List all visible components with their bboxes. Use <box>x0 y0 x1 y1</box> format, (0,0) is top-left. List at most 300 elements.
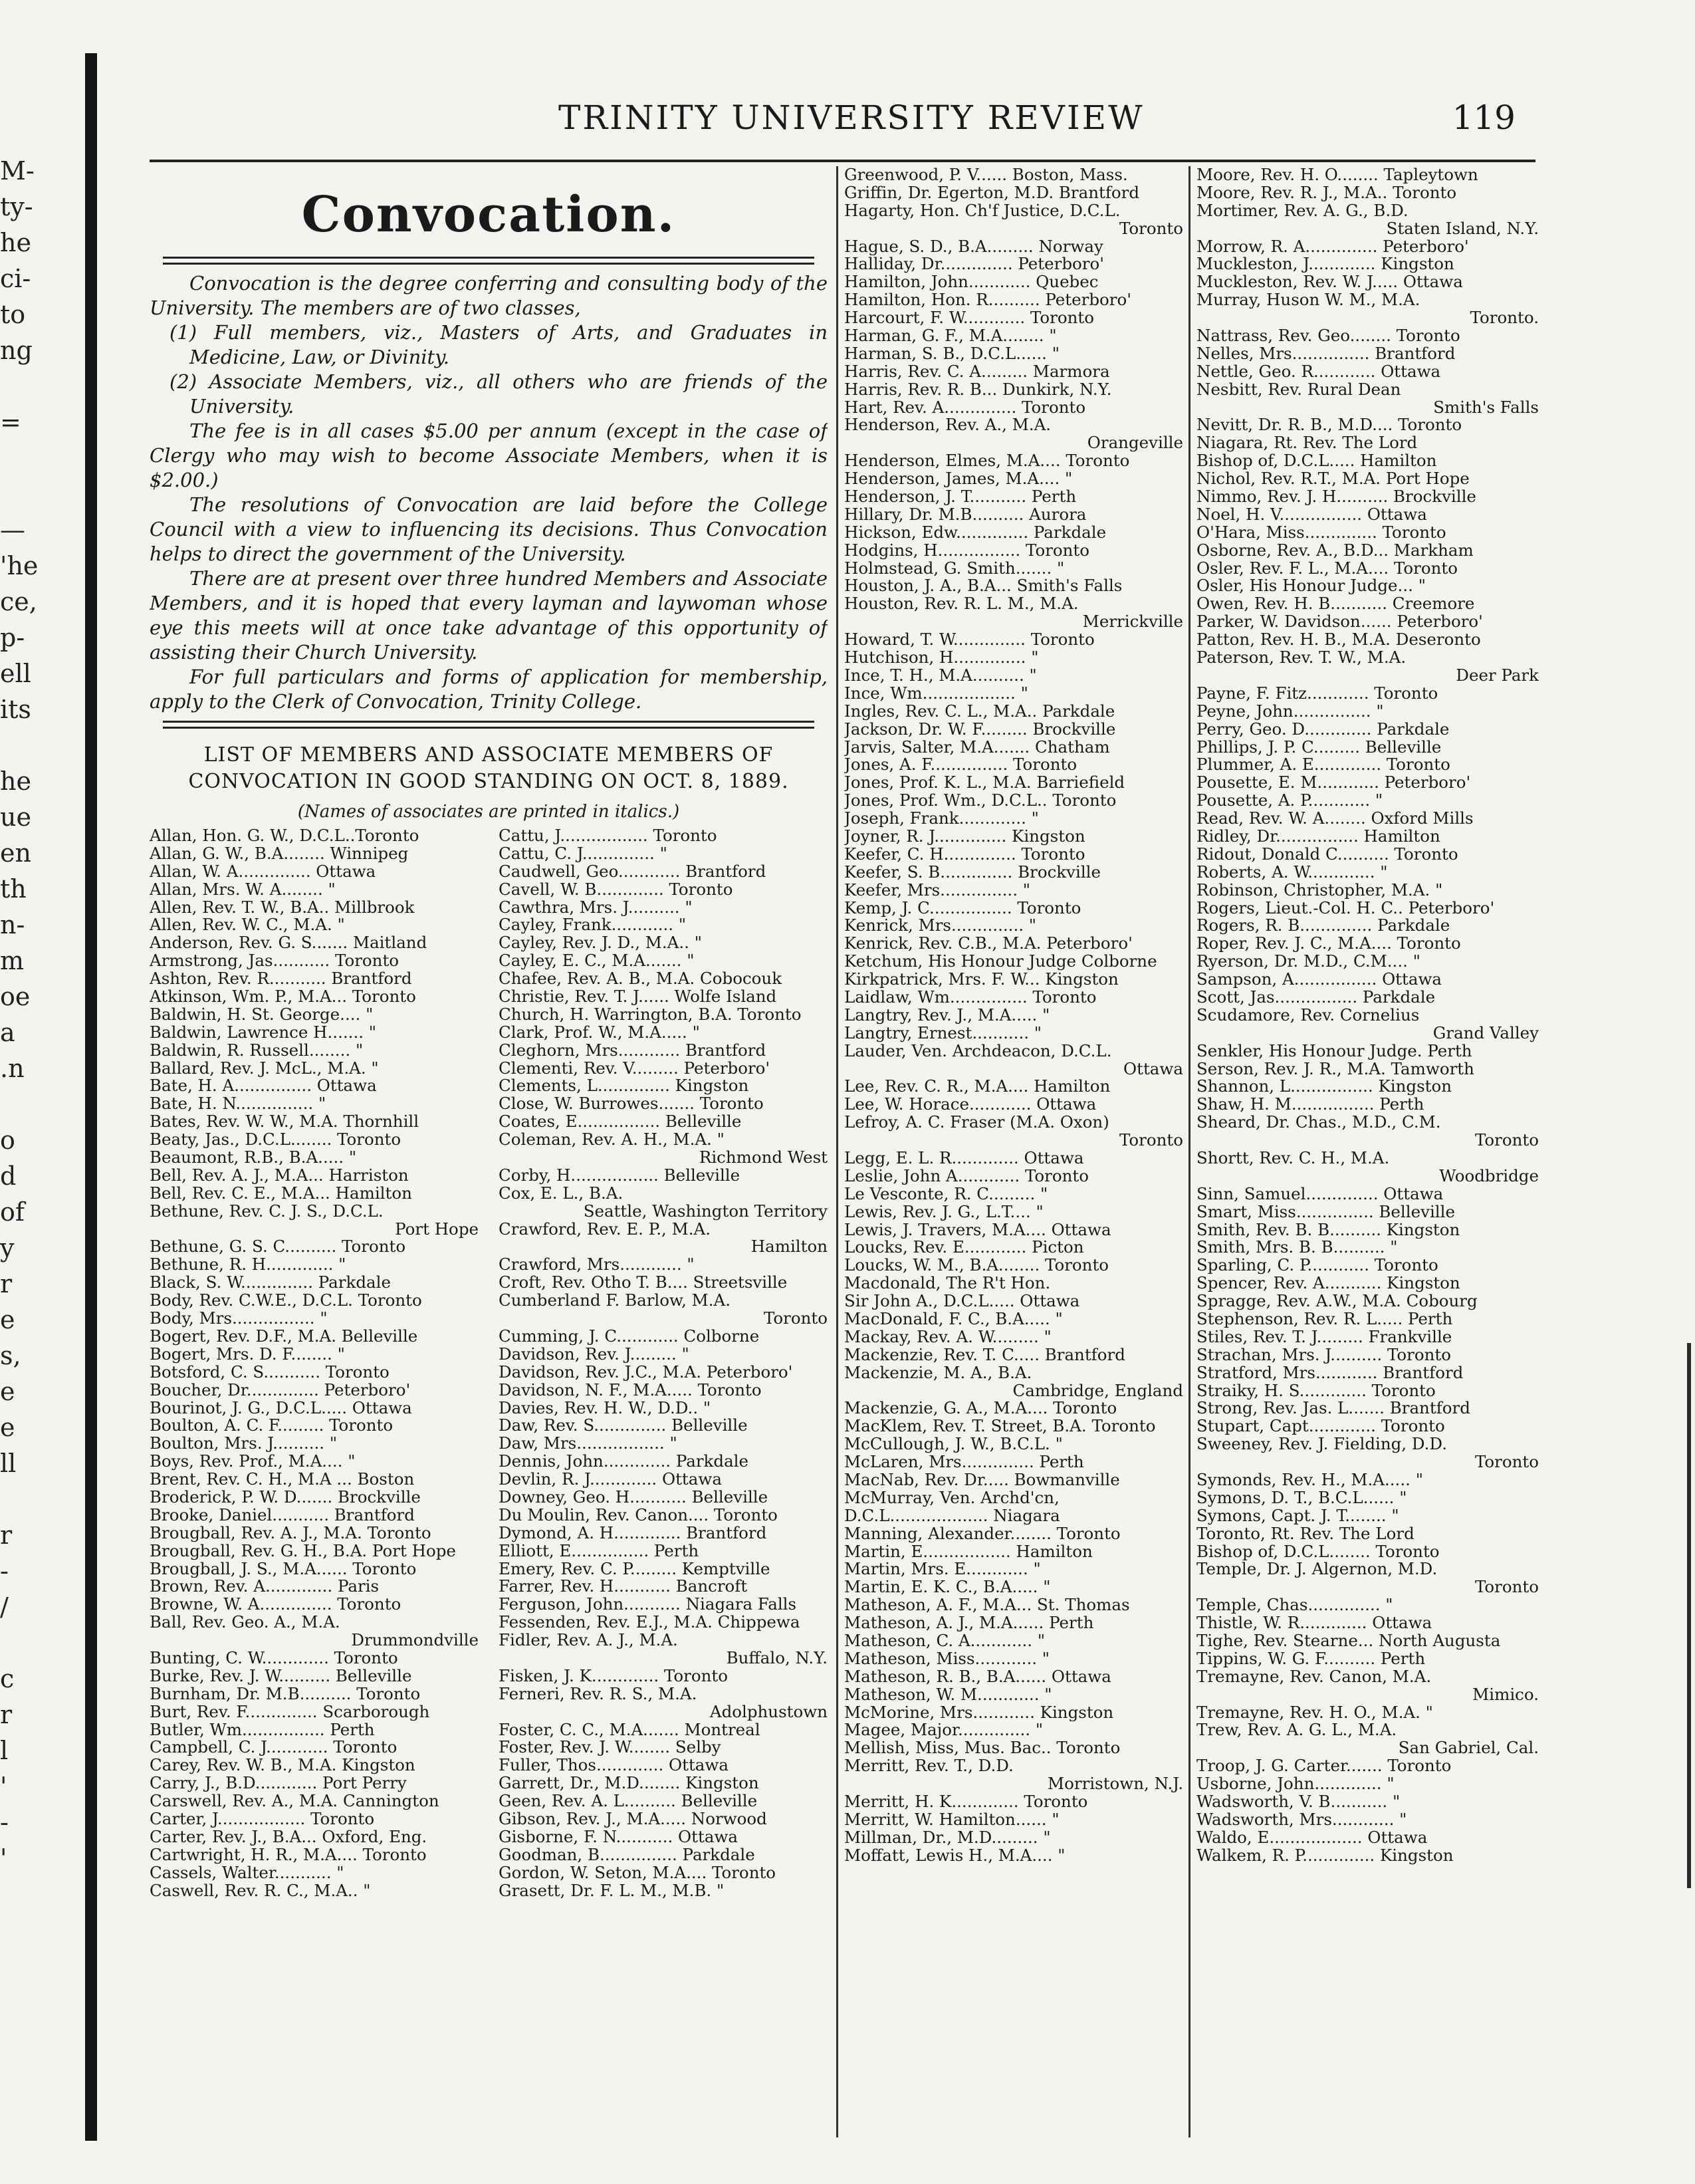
member-entry: Muckleston, Rev. W. J..... Ottawa <box>1196 273 1463 292</box>
member-entry: Read, Rev. W. A........ Oxford Mills <box>1196 810 1474 828</box>
fragment-text: he <box>0 767 31 796</box>
member-entry: Gibson, Rev. J., M.A..... Norwood <box>499 1810 767 1828</box>
member-entry: Croft, Rev. Otho T. B.... Streetsville <box>499 1274 788 1292</box>
page-number: 119 <box>1452 98 1516 137</box>
member-entry: Merritt, Rev. T., D.D. <box>844 1757 1014 1776</box>
member-entry: Langtry, Rev. J., M.A..... " <box>844 1006 1050 1025</box>
member-entry: Waldo, E.................. Ottawa <box>1196 1828 1428 1847</box>
member-entry: Owen, Rev. H. B........... Creemore <box>1196 595 1475 614</box>
member-entry: Adolphustown <box>709 1703 828 1721</box>
member-entry: Stephenson, Rev. R. L..... Perth <box>1196 1310 1453 1328</box>
member-entry: Coates, E................ Belleville <box>499 1113 742 1132</box>
member-entry: Nimmo, Rev. J. H.......... Brockville <box>1196 488 1476 506</box>
fragment-text: d <box>0 1161 17 1191</box>
member-entry: Caswell, Rev. R. C., M.A.. " <box>150 1881 371 1900</box>
member-entry: Downey, Geo. H........... Belleville <box>499 1488 768 1507</box>
member-entry: Brougball, J. S., M.A...... Toronto <box>150 1560 417 1578</box>
member-entry: Matheson, R. B., B.A...... Ottawa <box>844 1667 1111 1686</box>
member-entry: Phillips, J. P. C......... Belleville <box>1196 738 1442 757</box>
member-entry: Harris, Rev. C. A......... Marmora <box>844 362 1110 381</box>
member-entry: Moffatt, Lewis H., M.A.... " <box>844 1846 1066 1865</box>
member-entry: Ryerson, Dr. M.D., C.M.... " <box>1196 953 1420 971</box>
fragment-text: of <box>0 1197 25 1227</box>
member-entry: Kenrick, Rev. C.B., M.A. Peterboro' <box>844 935 1133 953</box>
member-entry: Serson, Rev. J. R., M.A. Tamworth <box>1196 1060 1474 1078</box>
member-entry: Matheson, A. J., M.A...... Perth <box>844 1614 1094 1633</box>
member-entry: Thistle, W. R............. Ottawa <box>1196 1614 1432 1633</box>
member-entry: Dymond, A. H............. Brantford <box>499 1524 767 1542</box>
member-entry: Campbell, C. J............ Toronto <box>150 1739 397 1757</box>
member-entry: Brent, Rev. C. H., M.A ... Boston <box>150 1471 415 1489</box>
fragment-text: e <box>0 1413 15 1442</box>
fragment-text: l <box>0 1736 9 1765</box>
member-entry: Cumming, J. C............ Colborne <box>499 1327 760 1346</box>
member-entry: Bishop of, D.C.L..... Hamilton <box>1196 452 1437 471</box>
member-entry: Shannon, L................ Kingston <box>1196 1078 1452 1096</box>
member-entry: Carey, Rev. W. B., M.A. Kingston <box>150 1757 415 1775</box>
member-entry: Ballard, Rev. J. McL., M.A. " <box>150 1059 379 1078</box>
member-entry: Carter, Rev. J., B.A... Oxford, Eng. <box>150 1828 427 1846</box>
fragment-text: - <box>0 1808 9 1837</box>
intro-paragraph: (1) Full members, viz., Masters of Arts, and Graduates in Medicine, Law, or Divinity. <box>170 321 828 368</box>
member-entry: Brown, Rev. A............. Paris <box>150 1578 380 1596</box>
intro-paragraph: There are at present over three hundred Members and Associate Members, and it is hoped that every layman and laywoman whose eye this meets will at once take advantage of this opportunity of assisting their Church University. <box>150 567 828 664</box>
fragment-text: 'he <box>0 551 39 580</box>
member-entry: Tippins, W. G. F.......... Perth <box>1196 1649 1426 1668</box>
column-divider <box>1188 166 1190 2137</box>
fragment-text <box>0 476 73 512</box>
fragment-text <box>0 440 73 476</box>
member-entry: Usborne, John............. " <box>1196 1775 1395 1794</box>
member-entry: Sir John A., D.C.L..... Ottawa <box>844 1292 1080 1310</box>
member-entry: Burke, Rev. J. W.......... Belleville <box>150 1667 412 1685</box>
fragment-text: ll <box>0 1449 17 1478</box>
member-entry: Goodman, B............... Parkdale <box>499 1846 755 1864</box>
member-entry: Anderson, Rev. G. S....... Maitland <box>150 934 427 953</box>
member-entry: Toronto <box>1474 1453 1539 1472</box>
member-entry: Daw, Rev. S.............. Belleville <box>499 1417 748 1435</box>
fragment-text: ' <box>0 1844 7 1873</box>
member-entry: Houston, J. A., B.A... Smith's Falls <box>844 577 1123 596</box>
member-entry: Martin, E................. Hamilton <box>844 1542 1093 1561</box>
member-entry: Cumberland F. Barlow, M.A. <box>499 1292 731 1310</box>
member-entry: Plummer, A. E............. Toronto <box>1196 756 1450 775</box>
member-entry: Houston, Rev. R. L. M., M.A. <box>844 595 1079 614</box>
member-entry: Bogert, Mrs. D. F........ " <box>150 1345 345 1364</box>
member-entry: Robinson, Christopher, M.A. " <box>1196 881 1443 900</box>
member-column-d <box>1196 166 1539 1865</box>
member-entry: Black, S. W.............. Parkdale <box>150 1274 391 1292</box>
member-entry: Ridout, Donald C.......... Toronto <box>1196 845 1458 864</box>
fragment-text: oe <box>0 982 31 1011</box>
fragment-text: y <box>0 1233 15 1263</box>
member-entry: MacNab, Rev. Dr..... Bowmanville <box>844 1471 1120 1489</box>
article-intro <box>150 271 828 714</box>
member-entry: McMurray, Ven. Archd'cn, <box>844 1489 1060 1507</box>
column-divider <box>836 166 838 2137</box>
member-entry: Allen, Rev. T. W., B.A.. Millbrook <box>150 898 415 917</box>
member-entry: Sparling, C. P............ Toronto <box>1196 1257 1438 1275</box>
member-entry: Shortt, Rev. C. H., M.A. <box>1196 1149 1390 1167</box>
member-entry: Boulton, Mrs. J.......... " <box>150 1435 338 1453</box>
member-entry: Davidson, N. F., M.A..... Toronto <box>499 1381 762 1399</box>
fragment-text: n- <box>0 910 25 939</box>
member-entry: Coleman, Rev. A. H., M.A. " <box>499 1131 725 1150</box>
member-entry: Moore, Rev. H. O........ Tapleytown <box>1196 166 1478 184</box>
member-entry: D.C.L................... Niagara <box>844 1507 1060 1525</box>
member-entry: Stupart, Capt............. Toronto <box>1196 1417 1445 1436</box>
article-heading: Convocation. <box>301 186 676 243</box>
member-entry: Senkler, His Honour Judge. Perth <box>1196 1042 1472 1060</box>
member-entry: MacDonald, F. C., B.A..... " <box>844 1310 1063 1328</box>
member-entry: Emery, Rev. C. P......... Kemptville <box>499 1560 770 1578</box>
member-entry: Lewis, J. Travers, M.A.... Ottawa <box>844 1221 1111 1239</box>
member-entry: Loucks, Rev. E............ Picton <box>844 1239 1084 1257</box>
list-heading: LIST OF MEMBERS AND ASSOCIATE MEMBERS OF CONVOCATION IN GOOD STANDING ON OCT. 8, 1889. <box>188 743 789 793</box>
member-entry: Scott, Jas................ Parkdale <box>1196 988 1436 1007</box>
member-entry: Symonds, Rev. H., M.A..... " <box>1196 1471 1423 1489</box>
member-entry: Stiles, Rev. T. J......... Frankville <box>1196 1328 1452 1346</box>
member-entry: Brougball, Rev. A. J., M.A. Toronto <box>150 1524 431 1542</box>
member-entry: Spragge, Rev. A.W., M.A. Cobourg <box>1196 1292 1478 1310</box>
member-entry: Ingles, Rev. C. L., M.A.. Parkdale <box>844 702 1115 721</box>
member-entry: Spencer, Rev. A........... Kingston <box>1196 1274 1460 1293</box>
member-entry: Fessenden, Rev. E.J., M.A. Chippewa <box>499 1614 800 1632</box>
member-entry: Paterson, Rev. T. W., M.A. <box>1196 649 1407 667</box>
member-entry: Joseph, Frank............. " <box>844 810 1039 828</box>
member-entry: Farrer, Rev. H........... Bancroft <box>499 1578 748 1596</box>
member-entry: Morrow, R. A.............. Peterboro' <box>1196 237 1469 256</box>
header-rule <box>150 160 1535 162</box>
intro-paragraph: The resolutions of Convocation are laid before the College Council with a view to influencing its decisions. Thus Convocation helps to direct the government of the University. <box>150 493 828 565</box>
member-entry: Ferneri, Rev. R. S., M.A. <box>499 1685 697 1703</box>
member-entry: Bethune, Rev. C. J. S., D.C.L. <box>150 1202 384 1221</box>
member-entry: Fuller, Thos............. Ottawa <box>499 1757 729 1775</box>
member-entry: Beaumont, R.B., B.A..... " <box>150 1149 357 1167</box>
member-entry: Leslie, John A............ Toronto <box>844 1167 1089 1185</box>
member-entry: Osler, His Honour Judge... " <box>1196 577 1426 596</box>
member-entry: Foster, C. C., M.A....... Montreal <box>499 1721 760 1739</box>
member-entry: Carry, J., B.D............ Port Perry <box>150 1774 407 1793</box>
member-entry: Peyne, John............... " <box>1196 702 1384 721</box>
member-entry: Ince, Wm.................. " <box>844 684 1028 703</box>
member-entry: Smith, Rev. B. B.......... Kingston <box>1196 1221 1460 1239</box>
member-entry: McMorine, Mrs............ Kingston <box>844 1703 1114 1722</box>
list-note: (Names of associates are printed in italics.) <box>297 802 680 822</box>
member-entry: Holmstead, G. Smith....... " <box>844 559 1065 578</box>
member-entry: Merritt, H. K............. Toronto <box>844 1793 1088 1811</box>
member-entry: Ridley, Dr................ Hamilton <box>1196 827 1440 846</box>
member-entry: Port Hope <box>395 1220 479 1239</box>
member-entry: Sampson, A................ Ottawa <box>1196 971 1442 989</box>
member-entry: Harris, Rev. R. B... Dunkirk, N.Y. <box>844 380 1112 399</box>
member-entry: Strong, Rev. Jas. L....... Brantford <box>1196 1399 1470 1418</box>
member-entry: Symons, D. T., B.C.L...... " <box>1196 1489 1407 1507</box>
member-entry: Armstrong, Jas........... Toronto <box>150 952 399 971</box>
member-entry: Wadsworth, Mrs............ " <box>1196 1810 1407 1829</box>
member-entry: Toronto <box>1119 219 1183 238</box>
member-entry: Laidlaw, Wm............... Toronto <box>844 988 1097 1007</box>
member-entry: Staten Island, N.Y. <box>1386 219 1539 238</box>
member-entry: Greenwood, P. V...... Boston, Mass. <box>844 166 1128 184</box>
member-entry: Burnham, Dr. M.B.......... Toronto <box>150 1685 421 1703</box>
member-entry: Roper, Rev. J. C., M.A.... Toronto <box>1196 935 1461 953</box>
member-entry: Perry, Geo. D............. Parkdale <box>1196 720 1450 739</box>
member-entry: Clark, Prof. W., M.A..... " <box>499 1023 700 1042</box>
member-entry: Smith's Falls <box>1433 398 1539 417</box>
member-entry: Daw, Mrs................. " <box>499 1435 677 1453</box>
member-entry: Body, Mrs................ " <box>150 1310 328 1328</box>
member-entry: Sinn, Samuel.............. Ottawa <box>1196 1185 1444 1203</box>
member-entry: Hillary, Dr. M.B.......... Aurora <box>844 505 1087 524</box>
member-entry: Martin, Mrs. E............ " <box>844 1560 1041 1579</box>
fragment-text: en <box>0 838 31 868</box>
member-entry: Osborne, Rev. A., B.D... Markham <box>1196 541 1474 560</box>
member-column-b <box>499 827 828 1899</box>
member-entry: Le Vesconte, R. C......... " <box>844 1185 1048 1203</box>
member-entry: Pousette, A. P............ " <box>1196 792 1383 810</box>
member-entry: Harman, G. F., M.A........ " <box>844 327 1057 345</box>
fragment-text: / <box>0 1592 9 1622</box>
member-entry: Burt, Rev. F.............. Scarborough <box>150 1703 430 1721</box>
member-entry: Geen, Rev. A. L.......... Belleville <box>499 1792 758 1810</box>
member-entry: Henderson, James, M.A.... " <box>844 470 1073 489</box>
member-entry: Nichol, Rev. R.T., M.A. Port Hope <box>1196 470 1470 489</box>
fragment-text: r <box>0 1520 13 1550</box>
member-entry: Pousette, E. M............ Peterboro' <box>1196 774 1471 792</box>
member-entry: Walkem, R. P.............. Kingston <box>1196 1846 1454 1865</box>
member-entry: Botsford, C. S........... Toronto <box>150 1363 390 1382</box>
member-entry: Howard, T. W.............. Toronto <box>844 631 1095 650</box>
right-edge-mark <box>1687 1343 1691 1888</box>
member-entry: Clements, L.............. Kingston <box>499 1077 749 1096</box>
member-entry: Cassels, Walter........... " <box>150 1864 344 1882</box>
member-entry: Scudamore, Rev. Cornelius <box>1196 1006 1420 1025</box>
member-entry: Nettle, Geo. R............ Ottawa <box>1196 362 1441 381</box>
member-entry: Sheard, Dr. Chas., M.D., C.M. <box>1196 1114 1441 1132</box>
fragment-text: c <box>0 1664 15 1693</box>
member-entry: Kenrick, Mrs.............. " <box>844 917 1037 935</box>
member-entry: Cayley, E. C., M.A....... " <box>499 952 695 971</box>
member-entry: Merritt, W. Hamilton...... " <box>844 1810 1060 1829</box>
member-entry: Lauder, Ven. Archdeacon, D.C.L. <box>844 1042 1112 1060</box>
member-entry: Macdonald, The R't Hon. <box>844 1274 1051 1293</box>
member-column-c <box>844 166 1183 1865</box>
member-entry: Joyner, R. J.............. Kingston <box>844 827 1085 846</box>
member-entry: Matheson, W. M............ " <box>844 1685 1052 1704</box>
member-entry: Davidson, Rev. J.C., M.A. Peterboro' <box>499 1363 793 1382</box>
fragment-text: ty- <box>0 192 33 221</box>
member-entry: Buffalo, N.Y. <box>726 1649 828 1667</box>
member-entry: Cayley, Rev. J. D., M.A.. " <box>499 934 702 953</box>
fragment-text: to <box>0 300 26 329</box>
member-entry: Du Moulin, Rev. Canon.... Toronto <box>499 1506 778 1524</box>
fragment-text <box>0 727 73 763</box>
member-entry: Muckleston, J............. Kingston <box>1196 255 1454 274</box>
member-entry: Hamilton <box>750 1238 828 1257</box>
member-entry: Roberts, A. W............. " <box>1196 863 1388 882</box>
member-entry: Stratford, Mrs............ Brantford <box>1196 1364 1464 1382</box>
fragment-text: ng <box>0 336 33 365</box>
previous-page-fragments <box>0 153 73 1876</box>
member-entry: Keefer, C. H.............. Toronto <box>844 845 1085 864</box>
member-entry: Rogers, R. B.............. Parkdale <box>1196 917 1450 935</box>
member-entry: Broderick, P. W. D....... Brockville <box>150 1488 421 1507</box>
member-entry: Martin, E. K. C., B.A..... " <box>844 1578 1051 1597</box>
member-entry: Beaty, Jas., D.C.L........ Toronto <box>150 1131 401 1150</box>
member-entry: Cartwright, H. R., M.A.... Toronto <box>150 1846 427 1864</box>
member-entry: MacKlem, Rev. T. Street, B.A. Toronto <box>844 1417 1156 1436</box>
member-entry: Brougball, Rev. G. H., B.A. Port Hope <box>150 1542 456 1560</box>
member-entry: Harman, S. B., D.C.L...... " <box>844 344 1060 363</box>
member-entry: Grasett, Dr. F. L. M., M.B. " <box>499 1881 725 1900</box>
member-entry: Atkinson, Wm. P., M.A... Toronto <box>150 988 416 1006</box>
member-entry: Bell, Rev. C. E., M.A... Hamilton <box>150 1184 412 1203</box>
member-entry: Cleghorn, Mrs............ Brantford <box>499 1041 766 1060</box>
member-entry: Harcourt, F. W............ Toronto <box>844 309 1094 328</box>
member-entry: Butler, Wm................ Perth <box>150 1721 375 1739</box>
member-entry: Nesbitt, Rev. Rural Dean <box>1196 380 1401 399</box>
member-entry: McCullough, J. W., B.C.L. " <box>844 1435 1063 1454</box>
member-entry: Cayley, Frank............ " <box>499 916 687 935</box>
member-entry: McLaren, Mrs.............. Perth <box>844 1453 1084 1472</box>
member-entry: Elliott, E............... Perth <box>499 1542 699 1560</box>
member-entry: Henderson, Rev. A., M.A. <box>844 416 1052 435</box>
member-entry: Cambridge, England <box>1012 1382 1183 1400</box>
member-entry: Trew, Rev. A. G. L., M.A. <box>1196 1721 1397 1740</box>
member-entry: Toronto <box>763 1310 828 1328</box>
member-entry: Hodgins, H................ Toronto <box>844 541 1090 560</box>
member-entry: Allen, Rev. W. C., M.A. " <box>150 916 345 935</box>
member-entry: Mackenzie, Rev. T. C..... Brantford <box>844 1346 1125 1364</box>
member-entry: Lefroy, A. C. Fraser (M.A. Oxon) <box>844 1114 1109 1132</box>
fragment-text: M- <box>0 156 35 185</box>
member-entry: Boulton, A. C. F......... Toronto <box>150 1417 394 1435</box>
member-entry: Bunting, C. W............. Toronto <box>150 1649 398 1667</box>
member-entry: Temple, Dr. J. Algernon, M.D. <box>1196 1560 1438 1579</box>
member-entry: Halliday, Dr.............. Peterboro' <box>844 255 1104 274</box>
member-entry: Bogert, Rev. D.F., M.A. Belleville <box>150 1327 418 1346</box>
member-entry: Ottawa <box>1123 1060 1183 1078</box>
member-entry: Kirkpatrick, Mrs. F. W... Kingston <box>844 971 1119 989</box>
member-entry: Fidler, Rev. A. J., M.A. <box>499 1632 678 1649</box>
member-entry: Davies, Rev. H. W., D.D.. " <box>499 1399 711 1417</box>
member-entry: Nevitt, Dr. R. B., M.D.... Toronto <box>1196 416 1462 435</box>
member-entry: Keefer, Mrs............... " <box>844 881 1031 900</box>
member-entry: Brooke, Daniel........... Brantford <box>150 1506 415 1524</box>
member-entry: Jackson, Dr. W. F......... Brockville <box>844 720 1116 739</box>
member-entry: Dennis, John............. Parkdale <box>499 1453 749 1471</box>
member-entry: Cavell, W. B............. Toronto <box>499 880 733 899</box>
member-entry: Browne, W. A.............. Toronto <box>150 1596 401 1614</box>
intro-paragraph: The fee is in all cases $5.00 per annum (except in the case of Clergy who may wish to become Associate Members, when it is $2.00.) <box>150 420 828 491</box>
member-entry: Nattrass, Rev. Geo........ Toronto <box>1196 327 1460 345</box>
member-entry: Smart, Miss............... Belleville <box>1196 1203 1455 1221</box>
member-entry: Clementi, Rev. V......... Peterboro' <box>499 1059 770 1078</box>
section-rule <box>163 721 814 729</box>
member-entry: Henderson, J. T........... Perth <box>844 488 1077 506</box>
member-entry: Mackenzie, G. A., M.A.... Toronto <box>844 1399 1117 1418</box>
member-entry: Chafee, Rev. A. B., M.A. Cobocouk <box>499 970 782 989</box>
member-entry: Gordon, W. Seton, M.A.... Toronto <box>499 1864 776 1882</box>
member-entry: San Gabriel, Cal. <box>1398 1739 1539 1758</box>
fragment-text: a <box>0 1018 15 1047</box>
member-entry: Gisborne, F. N........... Ottawa <box>499 1828 738 1846</box>
member-entry: Body, Rev. C.W.E., D.C.L. Toronto <box>150 1292 422 1310</box>
member-entry: Moore, Rev. R. J., M.A.. Toronto <box>1196 183 1457 202</box>
fragment-text: r <box>0 1700 13 1729</box>
member-entry: Allan, W. A.............. Ottawa <box>150 862 376 881</box>
member-entry: Hart, Rev. A.............. Toronto <box>844 398 1086 417</box>
member-entry: Osler, Rev. F. L., M.A.... Toronto <box>1196 559 1458 578</box>
member-entry: Bates, Rev. W. W., M.A. Thornhill <box>150 1113 419 1132</box>
member-entry: Baldwin, Lawrence H....... " <box>150 1023 377 1042</box>
fragment-text: ' <box>0 1772 7 1801</box>
member-entry: Allan, Mrs. W. A........ " <box>150 880 336 899</box>
member-entry: Payne, F. Fitz............ Toronto <box>1196 684 1438 703</box>
member-entry: Davidson, Rev. J......... " <box>499 1345 689 1364</box>
member-entry: Bate, H. A............... Ottawa <box>150 1077 377 1096</box>
member-entry: Devlin, R. J............. Ottawa <box>499 1471 722 1489</box>
member-entry: Corby, H................. Belleville <box>499 1166 740 1185</box>
member-entry: Lee, Rev. C. R., M.A.... Hamilton <box>844 1078 1111 1096</box>
fragment-text: e <box>0 1305 15 1334</box>
binding-edge <box>85 53 97 2141</box>
member-entry: Cawthra, Mrs. J.......... " <box>499 898 693 917</box>
fragment-text: r <box>0 1269 13 1298</box>
member-entry: Troop, J. G. Carter....... Toronto <box>1196 1757 1452 1776</box>
member-entry: Crawford, Rev. E. P., M.A. <box>499 1220 711 1239</box>
member-entry: Mimico. <box>1472 1685 1539 1704</box>
member-entry: Murray, Huson W. M., M.A. <box>1196 291 1420 310</box>
member-entry: Toronto, Rt. Rev. The Lord <box>1196 1524 1414 1543</box>
fragment-text: he <box>0 228 31 257</box>
intro-paragraph: Convocation is the degree conferring and consulting body of the University. The members are of two classes, <box>150 272 828 319</box>
member-entry: Hagarty, Hon. Ch'f Justice, D.C.L. <box>844 201 1121 220</box>
member-entry: Sweeney, Rev. J. Fielding, D.D. <box>1196 1435 1447 1454</box>
member-entry: O'Hara, Miss.............. Toronto <box>1196 523 1446 542</box>
member-entry: Noel, H. V................ Ottawa <box>1196 505 1427 524</box>
fragment-text: o <box>0 1126 15 1155</box>
member-entry: Seattle, Washington Territory <box>583 1202 828 1221</box>
member-entry: Orangeville <box>1087 434 1183 453</box>
member-entry: Fisken, J. K............. Toronto <box>499 1667 728 1685</box>
member-entry: Grand Valley <box>1432 1024 1539 1042</box>
member-entry: Cattu, C. J.............. " <box>499 844 667 863</box>
member-column-a <box>150 827 479 1899</box>
fragment-text <box>0 1086 73 1122</box>
member-entry: Manning, Alexander........ Toronto <box>844 1524 1121 1543</box>
member-entry: Matheson, A. F., M.A... St. Thomas <box>844 1596 1130 1615</box>
member-entry: Merrickville <box>1082 613 1183 632</box>
member-entry: Hamilton, Hon. R.......... Peterboro' <box>844 291 1131 310</box>
intro-paragraph: For full particulars and forms of application for membership, apply to the Clerk of Convocation, Trinity College. <box>150 666 828 713</box>
member-entry: Smith, Mrs. B. B.......... " <box>1196 1239 1398 1257</box>
fragment-text: - <box>0 1556 9 1586</box>
member-entry: Crawford, Mrs............ " <box>499 1256 695 1274</box>
member-entry: Loucks, W. M., B.A........ Toronto <box>844 1257 1109 1275</box>
member-entry: Kemp, J. C................ Toronto <box>844 899 1081 917</box>
member-entry: Bourinot, J. G., D.C.L..... Ottawa <box>150 1399 412 1417</box>
member-entry: Toronto <box>1119 1132 1183 1150</box>
member-entry: Straiky, H. S............. Toronto <box>1196 1382 1436 1400</box>
member-entry: Caudwell, Geo............ Brantford <box>499 862 766 881</box>
member-entry: Church, H. Warrington, B.A. Toronto <box>499 1005 802 1024</box>
member-entry: Bishop of, D.C.L........ Toronto <box>1196 1542 1440 1561</box>
member-entry: Carter, J................. Toronto <box>150 1810 375 1828</box>
fragment-text: e <box>0 1377 15 1406</box>
fragment-text <box>0 368 73 404</box>
